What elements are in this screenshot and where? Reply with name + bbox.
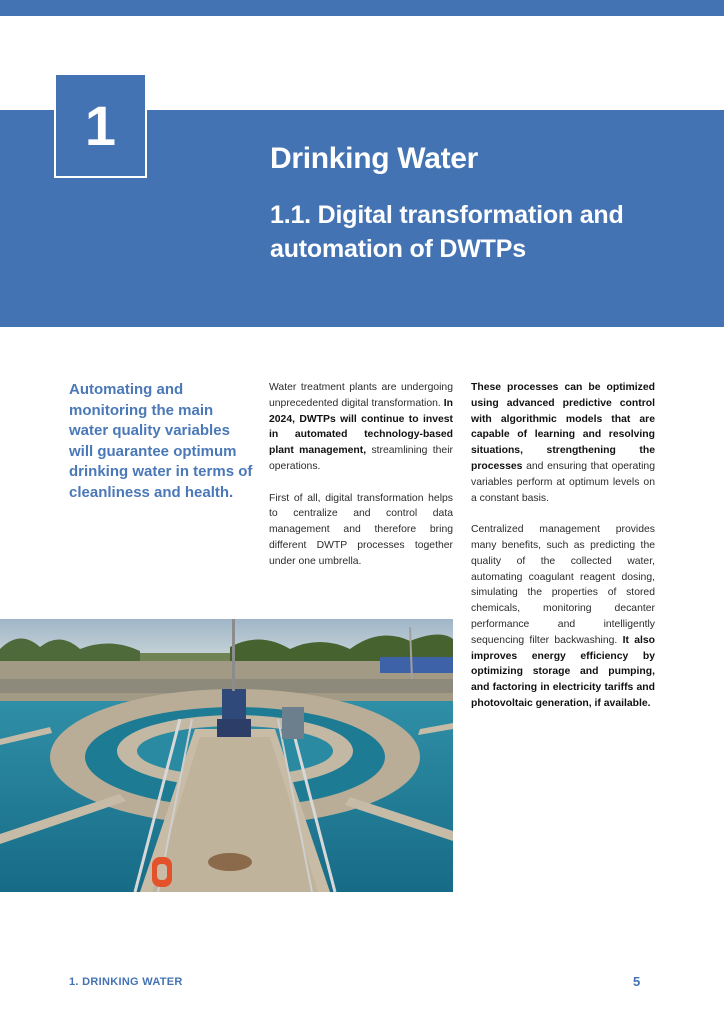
text-column-middle [269,380,453,585]
paragraph-bold-text: In 2024, DWTPs will continue to invest in automated technology-based plant management, [269,397,453,457]
page-number: 5 [633,974,641,989]
paragraph: First of all, digital transformation helps to centralize and control data management and therefore bring different DWTP processes together under one umbrella. [269,492,453,567]
chapter-number: 1 [84,93,117,157]
chapter-number-box [54,73,147,178]
paragraph-bold-text: These processes can be optimized using advanced predictive control with algorithmic models that are capable of learning and resolving situations, strengthening the processes [471,382,655,472]
paragraph-text: Water treatment plants are undergoing unprecedented digital transformation. [269,382,453,409]
pull-quote: Automating and monitoring the main water quality variables will guarantee optimum drinking water in terms of cleanliness and health. [69,381,253,501]
chapter-title: Drinking Water [270,142,479,175]
paragraph [471,380,655,506]
paragraph-text: and ensuring that operating variables perform at optimum levels on a constant basis. [471,460,655,504]
footer-section-label: 1. DRINKING WATER [69,976,183,988]
paragraph [269,380,453,475]
top-stripe [0,0,724,16]
paragraph [471,522,655,712]
water-treatment-plant-photo [0,619,453,892]
paragraph-bold-text: It also improves energy efficiency by optimizing storage and pumping, and factoring in electricity tariffs and photovoltaic generation, if available. [471,634,655,709]
paragraph-text: streamlining their operations. [269,445,453,472]
section-title: 1.1. Digital transformation and automation of DWTPs [270,201,624,263]
text-column-right [471,380,655,728]
paragraph-text: Centralized management provides many benefits, such as predicting the quality of the collected water, automating coagulant reagent dosing, simulating the properties of stored chemicals, monitoring decanter performance and intelligently sequencing filter backwashing. [471,524,655,646]
